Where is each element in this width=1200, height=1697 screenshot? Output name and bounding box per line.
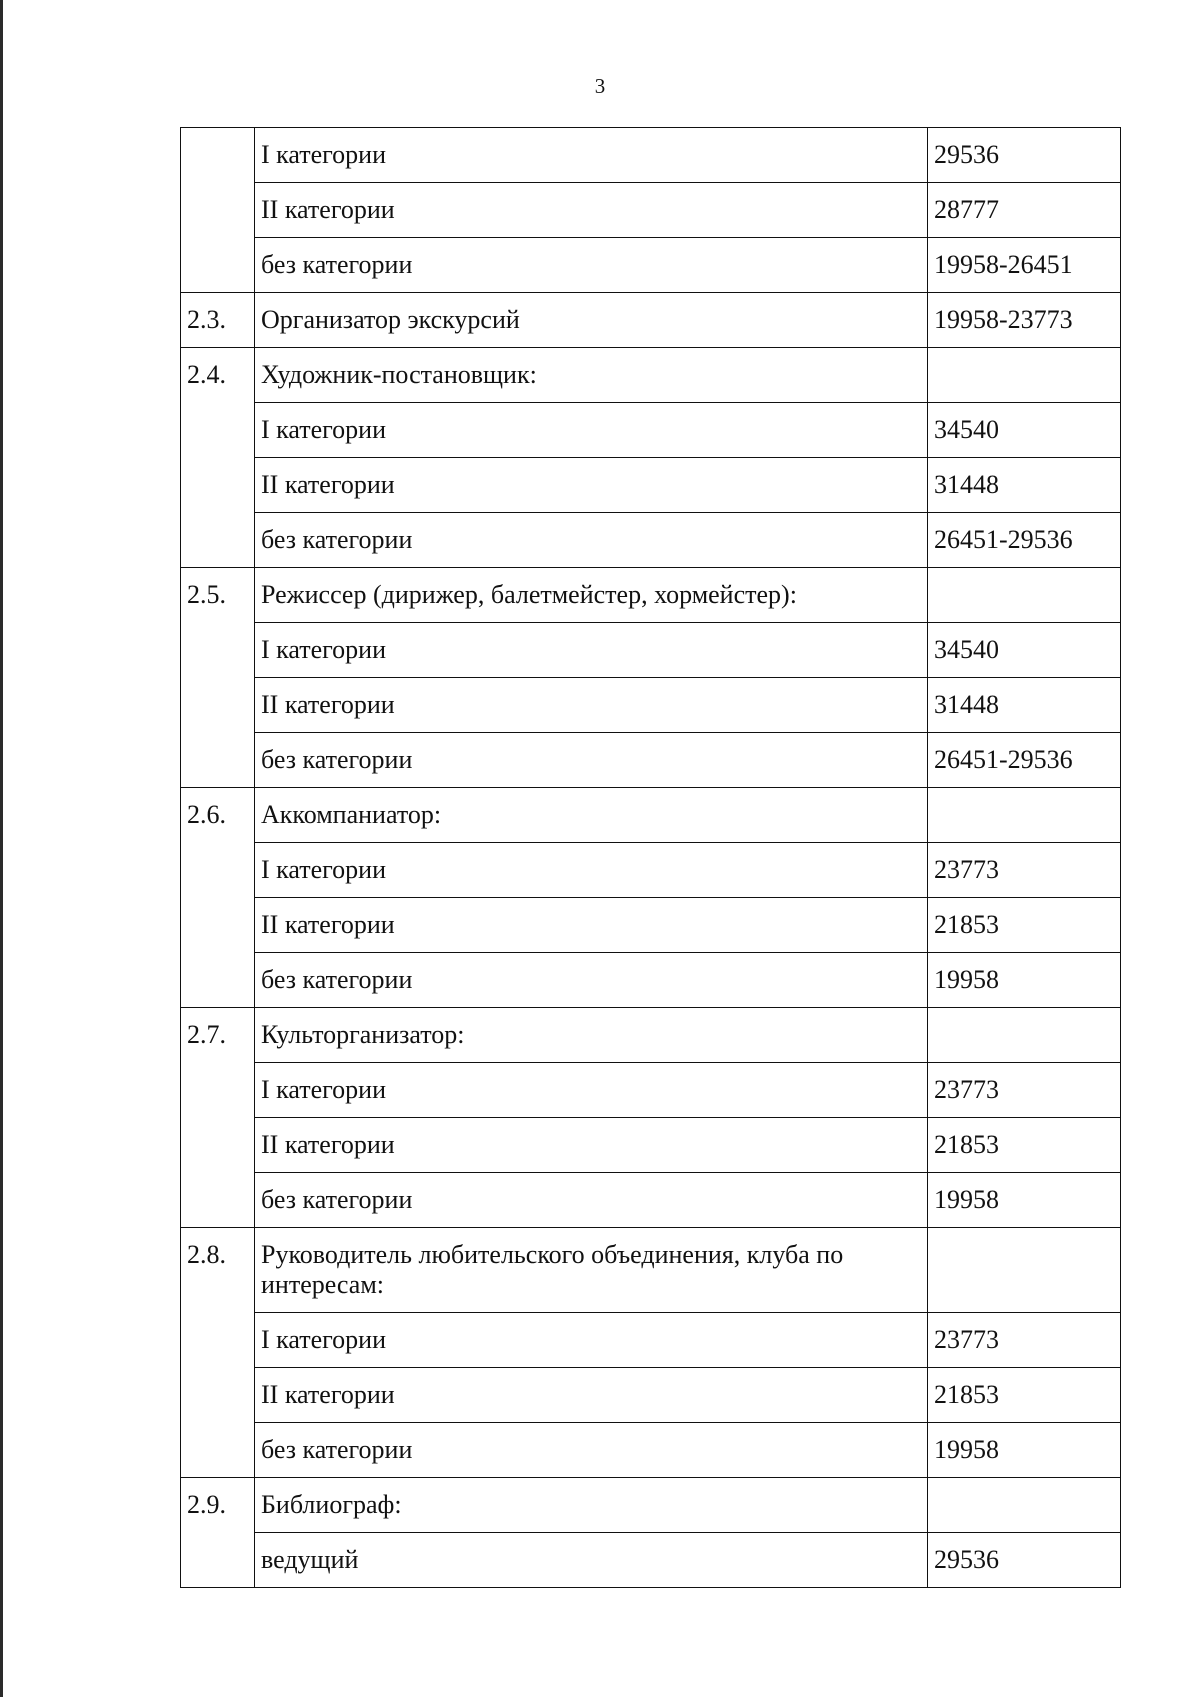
table-row bbox=[181, 1228, 1121, 1313]
table-row bbox=[181, 1478, 1121, 1533]
table-row bbox=[181, 128, 1121, 183]
salary-value: 19958-26451 bbox=[928, 238, 1121, 293]
salary-value: 23773 bbox=[928, 843, 1121, 898]
position-name: I категории bbox=[255, 128, 928, 183]
salary-value: 31448 bbox=[928, 458, 1121, 513]
table-row bbox=[181, 678, 1121, 733]
salary-value: 34540 bbox=[928, 623, 1121, 678]
position-name: I категории bbox=[255, 1063, 928, 1118]
table-row bbox=[181, 293, 1121, 348]
position-name: без категории bbox=[255, 238, 928, 293]
salary-value: 34540 bbox=[928, 403, 1121, 458]
salary-value bbox=[928, 1008, 1121, 1063]
row-number bbox=[181, 128, 255, 293]
position-name: Режиссер (дирижер, балетмейстер, хормейстер): bbox=[255, 568, 928, 623]
position-name: II категории bbox=[255, 1368, 928, 1423]
salary-value: 21853 bbox=[928, 1118, 1121, 1173]
salary-value: 29536 bbox=[928, 128, 1121, 183]
salary-value: 23773 bbox=[928, 1313, 1121, 1368]
salary-value bbox=[928, 1228, 1121, 1313]
salary-value: 19958 bbox=[928, 953, 1121, 1008]
position-name: Аккомпаниатор: bbox=[255, 788, 928, 843]
position-name: Культорганизатор: bbox=[255, 1008, 928, 1063]
row-number: 2.4. bbox=[181, 348, 255, 568]
row-number: 2.6. bbox=[181, 788, 255, 1008]
position-name: без категории bbox=[255, 1173, 928, 1228]
page-number: 3 bbox=[594, 74, 606, 98]
table-row bbox=[181, 568, 1121, 623]
table-body bbox=[181, 128, 1121, 1588]
salary-value: 31448 bbox=[928, 678, 1121, 733]
salary-value: 28777 bbox=[928, 183, 1121, 238]
position-name: без категории bbox=[255, 953, 928, 1008]
position-name: Библиограф: bbox=[255, 1478, 928, 1533]
salary-value: 23773 bbox=[928, 1063, 1121, 1118]
table-row bbox=[181, 1533, 1121, 1588]
table-row bbox=[181, 1423, 1121, 1478]
position-name: II категории bbox=[255, 898, 928, 953]
position-name: II категории bbox=[255, 1118, 928, 1173]
table-row bbox=[181, 953, 1121, 1008]
table-row bbox=[181, 403, 1121, 458]
table-row bbox=[181, 898, 1121, 953]
table-row bbox=[181, 1063, 1121, 1118]
table-row bbox=[181, 623, 1121, 678]
salary-value: 29536 bbox=[928, 1533, 1121, 1588]
salary-value bbox=[928, 1478, 1121, 1533]
table-row bbox=[181, 1173, 1121, 1228]
row-number: 2.3. bbox=[181, 293, 255, 348]
salary-value: 21853 bbox=[928, 1368, 1121, 1423]
salary-value bbox=[928, 788, 1121, 843]
table-row bbox=[181, 238, 1121, 293]
table-row bbox=[181, 1368, 1121, 1423]
position-name: Организатор экскурсий bbox=[255, 293, 928, 348]
salary-value: 19958-23773 bbox=[928, 293, 1121, 348]
row-number: 2.7. bbox=[181, 1008, 255, 1228]
table-row bbox=[181, 1118, 1121, 1173]
position-name: Художник-постановщик: bbox=[255, 348, 928, 403]
salary-value: 26451-29536 bbox=[928, 513, 1121, 568]
position-name: I категории bbox=[255, 843, 928, 898]
salary-value: 19958 bbox=[928, 1173, 1121, 1228]
salary-value: 19958 bbox=[928, 1423, 1121, 1478]
table-row bbox=[181, 183, 1121, 238]
position-name: II категории bbox=[255, 678, 928, 733]
position-name: без категории bbox=[255, 733, 928, 788]
salary-value bbox=[928, 348, 1121, 403]
row-number: 2.5. bbox=[181, 568, 255, 788]
salary-value: 26451-29536 bbox=[928, 733, 1121, 788]
table-row bbox=[181, 348, 1121, 403]
position-name: II категории bbox=[255, 458, 928, 513]
table-row bbox=[181, 458, 1121, 513]
position-name: I категории bbox=[255, 1313, 928, 1368]
row-number: 2.9. bbox=[181, 1478, 255, 1588]
position-name: I категории bbox=[255, 623, 928, 678]
position-name: без категории bbox=[255, 513, 928, 568]
salary-value bbox=[928, 568, 1121, 623]
position-name: I категории bbox=[255, 403, 928, 458]
table-row bbox=[181, 788, 1121, 843]
table-row bbox=[181, 513, 1121, 568]
position-name: Руководитель любительского объединения, клуба по интересам: bbox=[255, 1228, 928, 1313]
scan-edge bbox=[0, 0, 3, 1697]
position-name: ведущий bbox=[255, 1533, 928, 1588]
salary-value: 21853 bbox=[928, 898, 1121, 953]
table-row bbox=[181, 733, 1121, 788]
row-number: 2.8. bbox=[181, 1228, 255, 1478]
position-name: без категории bbox=[255, 1423, 928, 1478]
table-row bbox=[181, 843, 1121, 898]
table-row bbox=[181, 1008, 1121, 1063]
table-row bbox=[181, 1313, 1121, 1368]
position-name: II категории bbox=[255, 183, 928, 238]
salary-table bbox=[180, 127, 1121, 1588]
